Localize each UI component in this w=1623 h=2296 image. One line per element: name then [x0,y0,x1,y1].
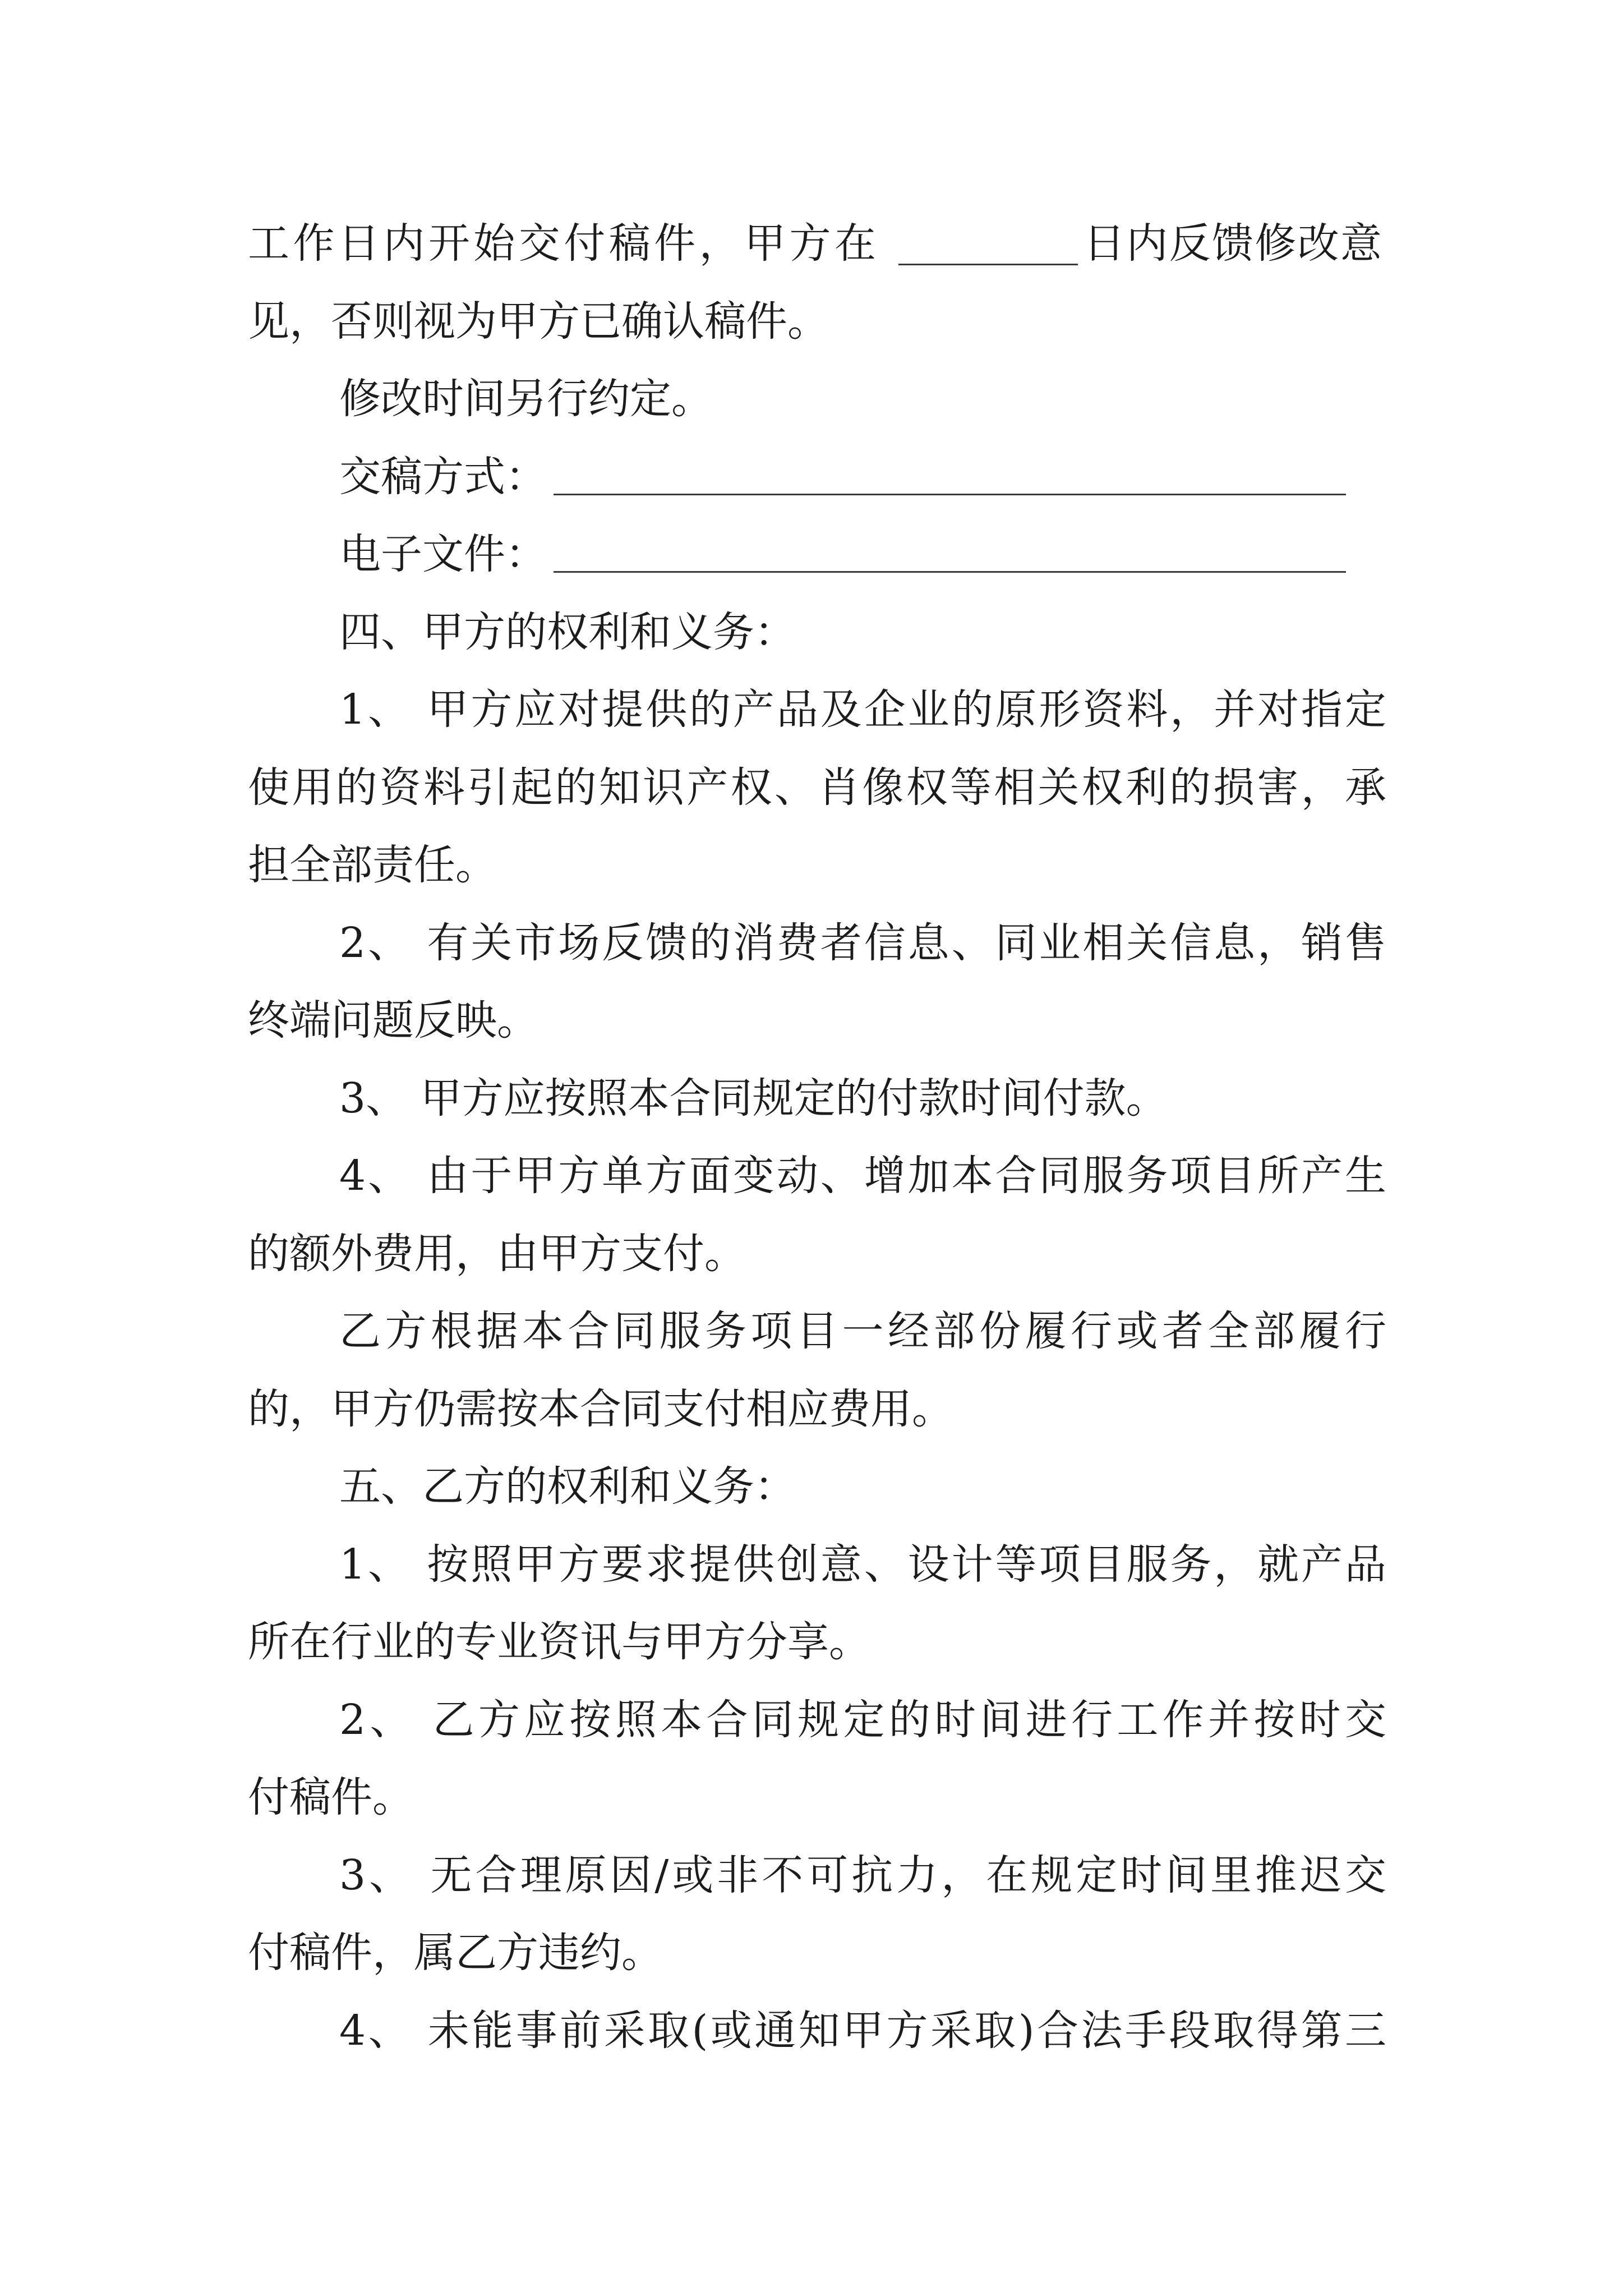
document-line: 3、 甲方应按照本合同规定的付款时间付款。 [339,1074,1168,1122]
document-line: 修改时间另行约定。 [339,375,713,423]
document-line: 的，甲方仍需按本合同支付相应费用。 [248,1384,953,1433]
feedback-deadline-line [248,205,1386,283]
section-heading: 四、甲方的权利和义务： [339,608,796,656]
document-line: 1、 按照甲方要求提供创意、设计等项目服务，就产品 [339,1540,1386,1589]
document-line: 2、 乙方应按照本合同规定的时间进行工作并按时交 [339,1695,1386,1744]
document-line: 3、 无合理原因/或非不可抗力，在规定时间里推迟交 [339,1851,1386,1899]
delivery-method-blank [554,438,1346,495]
document-line: 所在行业的专业资讯与甲方分享。 [248,1618,870,1666]
document-line: 终端问题反映。 [248,996,538,1045]
document-line: 4、 未能事前采取(或通知甲方采取)合法手段取得第三 [339,2006,1386,2055]
document-line: 的额外费用，由甲方支付。 [248,1229,746,1278]
document-line: 担全部责任。 [248,841,497,889]
feedback-line-end: 日内反馈修改意 [1083,219,1382,268]
electronic-file-line [248,516,1386,593]
document-line: 乙方根据本合同服务项目一经部份履行或者全部履行 [339,1307,1386,1355]
electronic-file-blank [554,516,1346,573]
document-line: 付稿件。 [248,1773,414,1821]
document-body [248,205,1386,2069]
delivery-method-line [248,438,1386,516]
feedback-days-blank [898,205,1078,265]
section-heading: 五、乙方的权利和义务： [339,1462,796,1511]
document-line: 1、 甲方应对提供的产品及企业的原形资料，并对指定 [339,685,1386,734]
document-line: 使用的资料引起的知识产权、肖像权等相关权利的损害，承 [248,763,1386,812]
feedback-line-start: 工作日内开始交付稿件，甲方在 [248,219,876,268]
electronic-file-label: 电子文件： [339,530,547,578]
document-line: 2、 有关市场反馈的消费者信息、同业相关信息，销售 [339,918,1386,967]
delivery-method-label: 交稿方式： [339,452,547,501]
document-line: 见，否则视为甲方已确认稿件。 [248,297,829,346]
document-line: 4、 由于甲方单方面变动、增加本合同服务项目所产生 [339,1152,1386,1200]
document-line: 付稿件，属乙方违约。 [248,1929,663,1977]
